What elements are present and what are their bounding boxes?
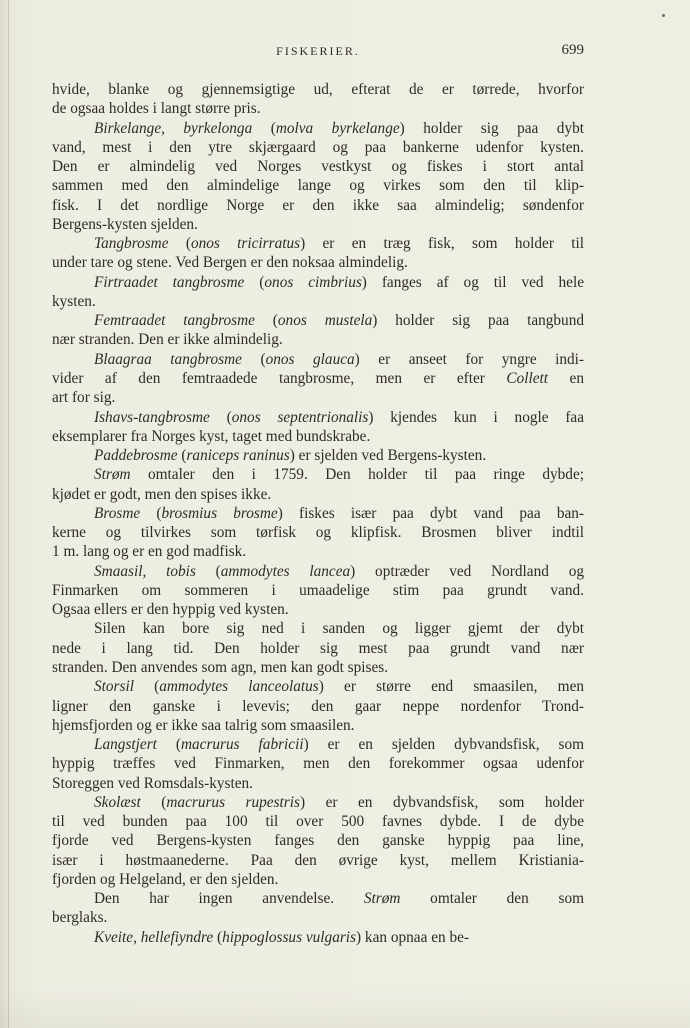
text-line: [52, 581, 584, 600]
text-line: [52, 292, 584, 311]
text-line: [52, 427, 584, 446]
italic-term: Strøm: [363, 890, 401, 908]
italic-term: brosmius brosme: [161, 504, 278, 522]
text-run: de ogsaa holdes i langt større pris.: [52, 100, 261, 118]
italic-term: Smaasil, tobis: [94, 562, 196, 580]
italic-term: Brosme: [94, 504, 141, 522]
text-run: til ved bunden paa 100 til over 500 favnes dybde. I de dybe: [52, 813, 584, 831]
text-run: ) fanges af og til ved hele: [361, 273, 584, 291]
italic-term: macrurus fabricii: [180, 736, 304, 754]
running-head: [52, 44, 584, 64]
text-run: stranden. Den anvendes som agn, men kan godt spises.: [52, 658, 389, 676]
text-line: [52, 485, 584, 504]
text-run: sammen med den almindelige lange og virkes som den til klip-: [52, 177, 584, 195]
text-line: [52, 889, 584, 908]
text-run: ) er en dybvandsfisk, som holder: [299, 793, 584, 811]
running-title: FISKERIER.: [276, 44, 360, 58]
text-line: [52, 504, 584, 523]
italic-term: raniceps raninus: [186, 447, 290, 465]
text-line: [52, 273, 584, 292]
page-number: 699: [561, 42, 584, 58]
text-run: ) er en træg fisk, som holder til: [300, 235, 585, 253]
text-run: Silen kan bore sig ned i sanden og ligger gjemt der dybt: [94, 620, 584, 638]
text-line: [52, 138, 584, 157]
text-run: (: [156, 736, 181, 754]
text-line: [52, 311, 584, 330]
page-shadow: [0, 988, 690, 1028]
text-line: [52, 234, 584, 253]
text-run: (: [195, 562, 221, 580]
text-line: [52, 774, 584, 793]
text-run: ) er større end smaasilen, men: [318, 678, 585, 696]
text-run: ) er anseet for yngre indi-: [354, 350, 585, 368]
italic-term: onos mustela: [277, 312, 373, 330]
text-line: [52, 80, 584, 99]
text-run: kjødet er godt, men den spises ikke.: [52, 485, 272, 503]
text-line: [52, 851, 584, 870]
text-run: ) er sjelden ved Bergens-kysten.: [289, 447, 487, 465]
text-run: omtaler den som: [400, 890, 585, 908]
italic-term: onos glauca: [265, 350, 355, 368]
italic-term: Langstjert: [94, 736, 157, 754]
body-text: [52, 80, 584, 947]
text-line: [52, 330, 584, 349]
text-line: [52, 408, 584, 427]
text-run: ) holder sig paa tangbund: [372, 312, 585, 330]
binding-edge: [8, 0, 9, 1028]
italic-term: Storsil: [94, 678, 134, 696]
italic-term: Collett: [506, 369, 549, 387]
text-run: kerne og tilvirkes som tørfisk og klipfisk. Brosmen bliver indtil: [52, 524, 584, 542]
text-run: Ogsaa ellers er den hyppig ved kysten.: [52, 601, 289, 619]
text-run: (: [241, 350, 266, 368]
italic-term: onos septentrionalis: [231, 408, 369, 426]
text-line: [52, 831, 584, 850]
text-run: (: [252, 119, 276, 137]
speck: [662, 14, 665, 17]
text-run: ) kan opnaa en be-: [356, 928, 469, 946]
text-run: Bergens-kysten sjelden.: [52, 215, 198, 233]
text-run: ) optræder ved Nordland og: [350, 562, 584, 580]
italic-term: Tangbrosme: [94, 235, 169, 253]
text-run: Den er almindelig ved Norges vestkyst og fiskes i stort antal: [52, 158, 584, 176]
text-line: [52, 176, 584, 195]
italic-term: Ishavs-tangbrosme: [94, 408, 210, 426]
text-run: (: [244, 273, 265, 291]
italic-term: molva byrkelange: [275, 119, 400, 137]
text-line: [52, 619, 584, 638]
italic-term: Birkelange, byrkelonga: [94, 119, 253, 137]
text-run: hjemsfjorden og er ikke saa talrig som smaasilen.: [52, 716, 355, 734]
text-line: [52, 369, 584, 388]
text-run: ) holder sig paa dybt: [399, 119, 585, 137]
text-run: (: [140, 793, 167, 811]
text-run: 1 m. lang og er en god madfisk.: [52, 543, 247, 561]
text-line: [52, 465, 584, 484]
text-run: Den har ingen anvendelse.: [94, 890, 364, 908]
text-line: [52, 215, 584, 234]
text-run: især i høstmaanederne. Paa den øvrige kyst, mellem Kristiania-: [52, 851, 584, 869]
text-run: vider af den femtraadede tangbrosme, men er efter: [52, 369, 507, 387]
text-run: nær stranden. Den er ikke almindelig.: [52, 331, 283, 349]
text-line: [52, 658, 584, 677]
italic-term: hippoglossus vulgaris: [222, 928, 357, 946]
text-line: [52, 99, 584, 118]
text-run: ligner den ganske i levevis; den gaar neppe nordenfor Trond-: [52, 697, 584, 715]
italic-term: macrurus rupestris: [166, 793, 300, 811]
text-run: berglaks.: [52, 909, 108, 927]
text-run: fjorden og Helgeland, er den sjelden.: [52, 870, 279, 888]
text-run: hvide, blanke og gjennemsigtige ud, efterat de er tørrede, hvorfor: [52, 81, 584, 98]
text-line: [52, 600, 584, 619]
text-run: hyppig træffes ved Finmarken, men den forekommer ogsaa udenfor: [52, 755, 584, 773]
italic-term: Firtraadet tangbrosme: [94, 273, 245, 291]
text-run: (: [209, 408, 232, 426]
text-run: (: [213, 928, 223, 946]
text-line: [52, 157, 584, 176]
text-run: omtaler den i 1759. Den holder til paa ringe dybde;: [130, 466, 584, 484]
text-line: [52, 928, 584, 947]
text-line: [52, 253, 584, 272]
text-line: [52, 697, 584, 716]
text-line: [52, 754, 584, 773]
italic-term: onos cimbrius: [264, 273, 362, 291]
text-line: [52, 119, 584, 138]
text-line: [52, 542, 584, 561]
text-line: [52, 639, 584, 658]
text-run: fisk. I det nordlige Norge er den ikke saa almindelig; søndenfor: [52, 196, 584, 214]
italic-term: onos tricirratus: [190, 235, 301, 253]
text-line: [52, 562, 584, 581]
text-run: Storeggen ved Romsdals-kysten.: [52, 774, 253, 792]
text-line: [52, 870, 584, 889]
text-run: ) kjendes kun i nogle faa: [368, 408, 585, 426]
text-run: fjorde ved Bergens-kysten fanges den ganske hyppig paa line,: [52, 832, 584, 850]
text-run: (: [140, 504, 162, 522]
italic-term: Skolæst: [94, 793, 141, 811]
text-line: [52, 812, 584, 831]
text-run: ) fiskes især paa dybt vand paa ban-: [277, 504, 584, 522]
text-run: (: [177, 447, 187, 465]
text-line: [52, 677, 584, 696]
text-line: [52, 388, 584, 407]
italic-term: Paddebrosme: [94, 447, 178, 465]
text-run: (: [254, 312, 278, 330]
text-run: ) er en sjelden dybvandsfisk, som: [303, 736, 584, 754]
text-run: (: [168, 235, 191, 253]
text-run: under tare og stene. Ved Bergen er den noksaa almindelig.: [52, 254, 408, 272]
text-line: [52, 716, 584, 735]
text-line: [52, 446, 584, 465]
text-line: [52, 350, 584, 369]
text-run: Finmarken om sommeren i umaadelige stim paa grundt vand.: [52, 581, 584, 599]
text-run: en: [548, 369, 584, 387]
text-line: [52, 908, 584, 927]
italic-term: Blaagraa tangbrosme: [94, 350, 242, 368]
text-run: (: [133, 678, 160, 696]
text-run: kysten.: [52, 292, 96, 310]
italic-term: ammodytes lancea: [220, 562, 351, 580]
italic-term: ammodytes lanceolatus: [159, 678, 319, 696]
text-run: art for sig.: [52, 389, 116, 407]
text-line: [52, 196, 584, 215]
text-line: [52, 735, 584, 754]
italic-term: Kveite, hellefiyndre: [94, 928, 214, 946]
text-line: [52, 523, 584, 542]
italic-term: Femtraadet tangbrosme: [94, 312, 255, 330]
text-line: [52, 793, 584, 812]
text-run: vand, mest i den ytre skjærgaard og paa bankerne udenfor kysten.: [52, 138, 584, 156]
text-run: eksemplarer fra Norges kyst, taget med bundskrabe.: [52, 427, 371, 445]
text-run: nede i lang tid. Den holder sig mest paa grundt vand nær: [52, 639, 584, 657]
italic-term: Strøm: [94, 466, 131, 484]
